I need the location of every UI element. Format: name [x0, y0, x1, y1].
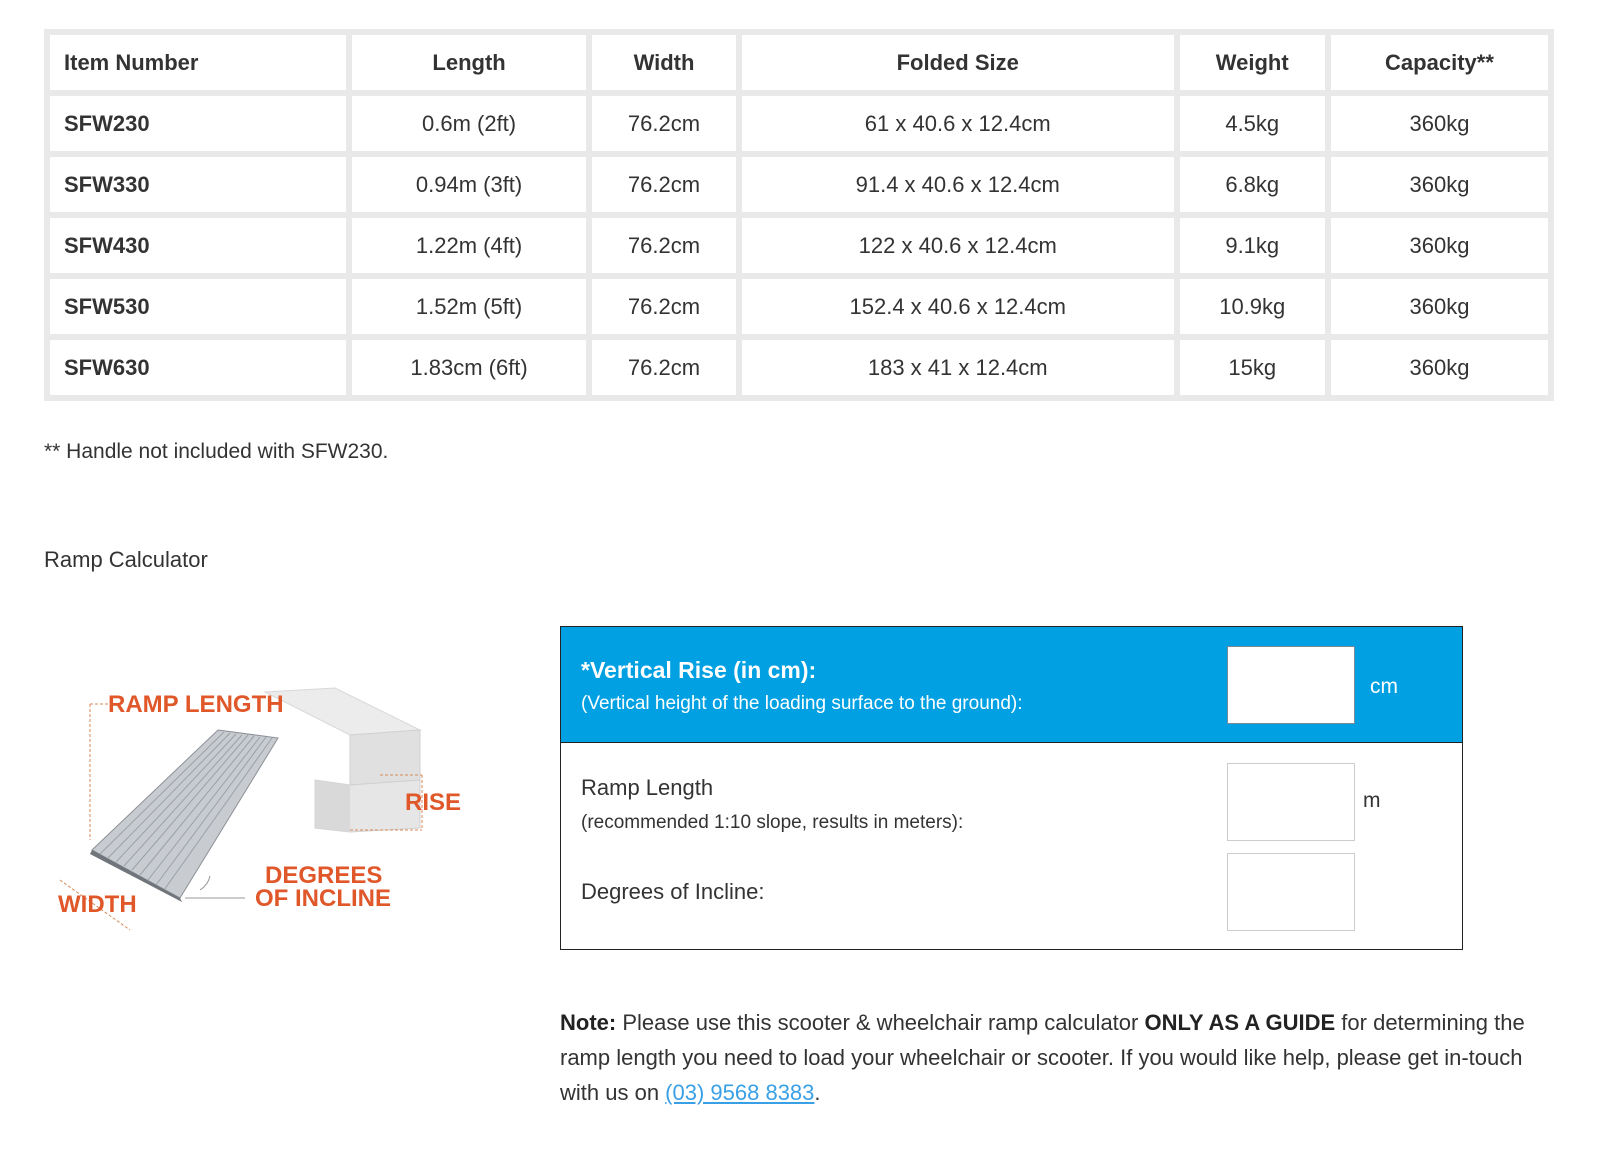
- cell-width: 76.2cm: [592, 157, 736, 212]
- table-row: [50, 96, 1548, 151]
- table-row: [50, 157, 1548, 212]
- cell-folded-size: 152.4 x 40.6 x 12.4cm: [742, 279, 1174, 334]
- cell-capacity: 360kg: [1331, 157, 1548, 212]
- spec-table-container: [44, 29, 1554, 401]
- cell-item-number: SFW530: [50, 279, 346, 334]
- handle-footnote: ** Handle not included with SFW230.: [44, 440, 389, 463]
- cell-weight: 9.1kg: [1180, 218, 1325, 273]
- ramp-calculator-form: [560, 626, 1463, 950]
- cell-folded-size: 61 x 40.6 x 12.4cm: [742, 96, 1174, 151]
- vertical-rise-label: *Vertical Rise (in cm):: [581, 657, 817, 683]
- degrees-field-label: Degrees of Incline:: [581, 879, 765, 904]
- header-weight: Weight: [1180, 35, 1325, 90]
- cell-item-number: SFW430: [50, 218, 346, 273]
- cell-weight: 10.9kg: [1180, 279, 1325, 334]
- ramp-diagram-image: [50, 680, 470, 950]
- cell-folded-size: 122 x 40.6 x 12.4cm: [742, 218, 1174, 273]
- degrees-output[interactable]: [1227, 853, 1355, 931]
- cell-width: 76.2cm: [592, 218, 736, 273]
- cell-item-number: SFW630: [50, 340, 346, 395]
- cell-folded-size: 183 x 41 x 12.4cm: [742, 340, 1174, 395]
- header-folded-size: Folded Size: [742, 35, 1174, 90]
- cell-weight: 15kg: [1180, 340, 1325, 395]
- header-capacity: Capacity**: [1331, 35, 1548, 90]
- cell-item-number: SFW330: [50, 157, 346, 212]
- table-header-row: [50, 35, 1548, 90]
- cell-capacity: 360kg: [1331, 340, 1548, 395]
- cell-width: 76.2cm: [592, 279, 736, 334]
- cell-length: 1.83cm (6ft): [352, 340, 586, 395]
- vertical-rise-input[interactable]: [1227, 646, 1355, 724]
- degrees-label: DEGREES: [265, 862, 383, 889]
- cell-capacity: 360kg: [1331, 96, 1548, 151]
- vertical-rise-row: [561, 627, 1462, 743]
- note-end: .: [814, 1080, 821, 1105]
- cell-length: 0.94m (3ft): [352, 157, 586, 212]
- cell-weight: 4.5kg: [1180, 96, 1325, 151]
- table-row: [50, 340, 1548, 395]
- header-width: Width: [592, 35, 736, 90]
- phone-link[interactable]: (03) 9568 8383: [665, 1080, 815, 1105]
- cell-weight: 6.8kg: [1180, 157, 1325, 212]
- header-item-number: Item Number: [50, 35, 346, 90]
- cell-item-number: SFW230: [50, 96, 346, 151]
- spec-table: [44, 29, 1554, 401]
- ramp-length-field-label: Ramp Length: [581, 775, 714, 800]
- cell-folded-size: 91.4 x 40.6 x 12.4cm: [742, 157, 1174, 212]
- cell-width: 76.2cm: [592, 96, 736, 151]
- calculator-note: [560, 1005, 1560, 1110]
- cell-length: 0.6m (2ft): [352, 96, 586, 151]
- cell-capacity: 360kg: [1331, 279, 1548, 334]
- cell-length: 1.22m (4ft): [352, 218, 586, 273]
- table-row: [50, 218, 1548, 273]
- cell-width: 76.2cm: [592, 340, 736, 395]
- note-text-2: for determining the ramp length you need to load your wheelchair or scooter. If you would like help, please get in-touch with us on: [560, 1010, 1525, 1105]
- ramp-length-label: RAMP LENGTH: [108, 691, 284, 718]
- ramp-length-output[interactable]: [1227, 763, 1355, 841]
- width-label: WIDTH: [58, 891, 137, 918]
- table-row: [50, 279, 1548, 334]
- cell-capacity: 360kg: [1331, 218, 1548, 273]
- ramp-length-sublabel: (recommended 1:10 slope, results in meters):: [581, 812, 964, 833]
- ramp-length-unit: m: [1363, 789, 1381, 812]
- header-length: Length: [352, 35, 586, 90]
- rise-label: RISE: [405, 789, 462, 816]
- vertical-rise-unit: cm: [1370, 675, 1398, 698]
- note-text-1: Please use this scooter & wheelchair ramp calculator: [616, 1010, 1145, 1035]
- note-lead: Note:: [560, 1010, 617, 1035]
- of-incline-label: OF INCLINE: [255, 885, 391, 912]
- vertical-rise-sublabel: (Vertical height of the loading surface to the ground):: [581, 693, 1023, 714]
- note-emphasis: ONLY AS A GUIDE: [1144, 1010, 1336, 1035]
- ramp-calculator-heading: Ramp Calculator: [44, 547, 208, 572]
- cell-length: 1.52m (5ft): [352, 279, 586, 334]
